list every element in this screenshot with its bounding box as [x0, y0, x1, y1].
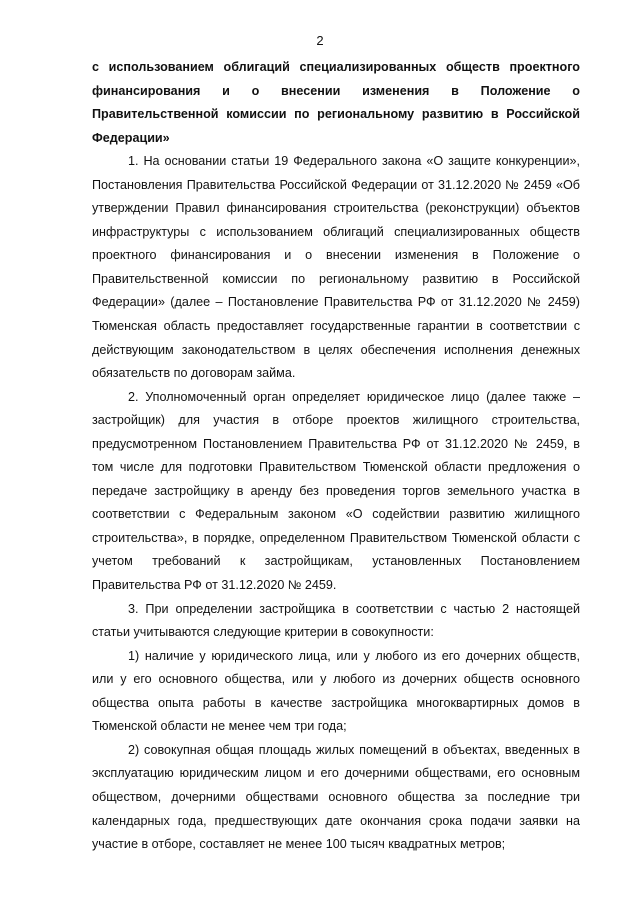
- document-body: [92, 56, 580, 857]
- paragraph-1: 1. На основании статьи 19 Федерального закона «О защите конкуренции», Постановления Правительства Российской Федерации от 31.12.2020 № 2459 «Об утверждении Правил финансирования строительства (реконструкции) объектов инфраструктуры с использованием облигаций специализированных обществ проектного финансирования и о внесении изменения в Положение о Правительственной комиссии по региональному развитию в Российской Федерации» (далее – Постановление Правительства РФ от 31.12.2020 № 2459) Тюменская область предоставляет государственные гарантии в соответствии с действующим законодательством в целях обеспечения исполнения денежных обязательств по договорам займа.: [92, 154, 580, 381]
- document-title-continuation: с использованием облигаций специализированных обществ проектного финансирования и о внесении изменения в Положение о Правительственной комиссии по региональному развитию в Российской Федерации»: [92, 60, 580, 145]
- paragraph-3: 3. При определении застройщика в соответствии с частью 2 настоящей статьи учитываются следующие критерии в совокупности:: [92, 601, 580, 640]
- criterion-2: 2) совокупная общая площадь жилых помещений в объектах, введенных в эксплуатацию юридическим лицом и его дочерними обществами, его основным обществом, дочерними обществами основного общества за последние три календарных года, предшествующих дате окончания срока подачи заявки на участие в отборе, составляет не менее 100 тысяч квадратных метров;: [92, 742, 580, 852]
- criterion-1: 1) наличие у юридического лица, или у любого из его дочерних обществ, или у его основного общества, или у любого из дочерних обществ основного общества опыта работы в качестве застройщика многоквартирных домов в Тюменской области не менее чем три года;: [92, 648, 580, 734]
- page-number: 2: [316, 33, 324, 48]
- paragraph-2: 2. Уполномоченный орган определяет юридическое лицо (далее также – застройщик) для участия в отборе проектов жилищного строительства, предусмотренном Постановлением Правительства РФ от 31.12.2020 № 2459, в том числе для подготовки Правительством Тюменской области предложения о передаче застройщику в аренду без проведения торгов земельного участка в соответствии с Федеральным законом «О содействии развитию жилищного строительства», в порядке, определенном Правительством Тюменской области с учетом требований к застройщикам, установленных Постановлением Правительства РФ от 31.12.2020 № 2459.: [92, 389, 580, 593]
